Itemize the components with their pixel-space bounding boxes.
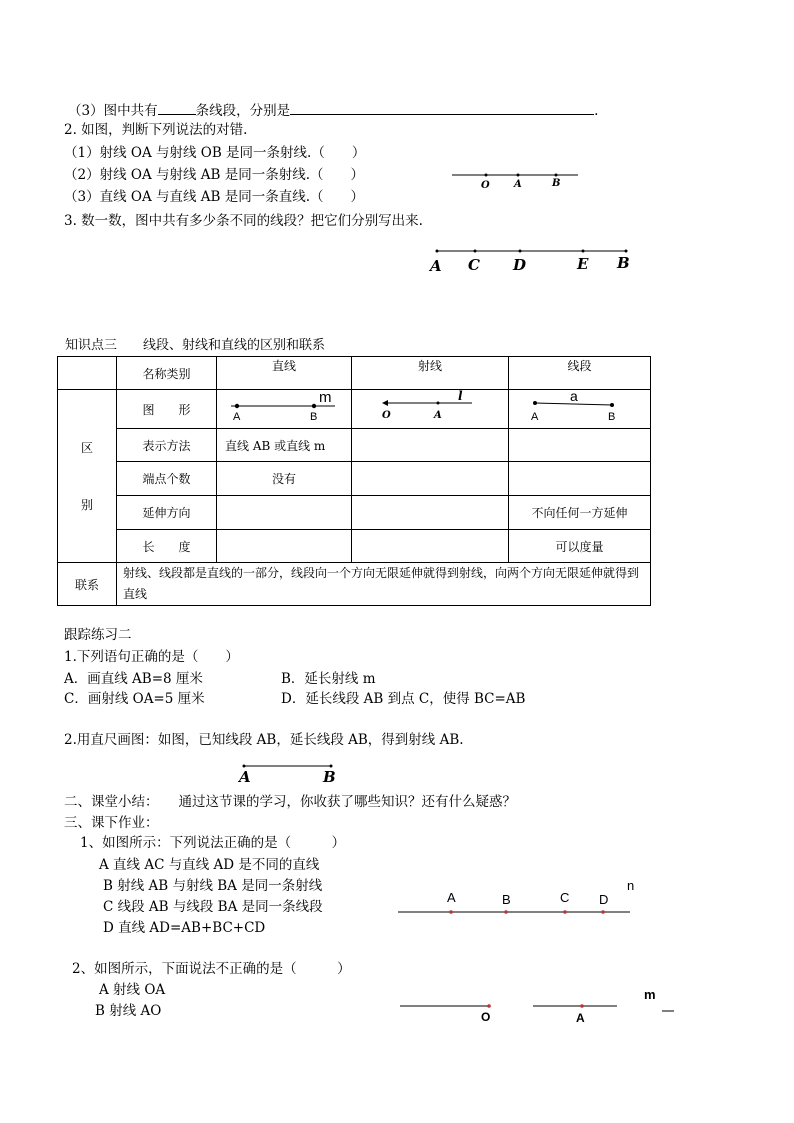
header-segment: 线段 [509,357,651,390]
length-segment: 可以度量 [509,530,651,563]
point-label: C [468,256,480,274]
row-label-length: 长 度 [117,530,217,563]
point-label: B [502,892,511,907]
question-2-item-2: （2）射线 OA 与射线 AB 是同一条射线.（ ） [64,167,365,183]
point-label: A [531,411,539,423]
diff-label: 区 [80,441,93,455]
figure-line-abcd [398,878,634,914]
homework-q1-option-d: D 直线 AD=AB+BC+CD [103,920,266,936]
point-label: A [576,1011,585,1025]
point-label: D [599,892,609,907]
homework-label: 三、课下作业： [64,815,159,831]
question-2-title: 2. 如图，判断下列说法的对错. [64,122,248,138]
practice-title: 跟踪练习二 [64,627,132,643]
diff-label: 别 [80,498,93,512]
relation-text: 射线、线段都是直线的一部分，线段向一个方向无限延伸就得到射线，向两个方向无限延伸就得到直线 [117,563,651,606]
practice-q1-option-d: D．延长线段 AB 到点 C，使得 BC=AB [281,691,526,707]
q3-line: （3）图中共有 条线段，分别是 . [68,100,598,120]
point-label: A [233,411,241,423]
header-line: 直线 [217,357,352,390]
point-label: A [239,768,251,786]
line-label: m [319,389,332,406]
point-label: B [617,254,630,272]
point-label: B [310,411,318,423]
practice-q1-option-b: B．延长射线 m [281,671,376,687]
point-label: A [447,890,456,905]
point-label: B [552,178,561,189]
homework-q2: 2、如图所示，下面说法不正确的是（ ） [72,961,351,977]
homework-q1-option-b: B 射线 AB 与射线 BA 是同一条射线 [103,878,323,894]
point-label: C [560,890,570,905]
figure-rays-oa [400,987,674,1025]
homework-q2-option-a: A 射线 OA [99,982,166,998]
practice-q1-option-a: A．画直线 AB=8 厘米 [64,671,203,687]
line-label: m [644,987,656,1002]
row-label-notation: 表示方法 [117,429,217,462]
relation-label: 联系 [58,563,117,606]
ray-label: l [458,389,463,403]
knowledge-title: 知识点三 线段、射线和直线的区别和联系 [65,338,326,353]
row-label-figure: 图 形 [117,390,217,429]
extension-segment: 不向任何一方延伸 [509,496,651,530]
point-label: A [434,410,442,421]
homework-q1-option-c: C 线段 AB 与线段 BA 是同一条线段 [103,899,323,915]
row-label-extension: 延伸方向 [117,496,217,530]
homework-q1-option-a: A 直线 AC 与直线 AD 是不同的直线 [99,857,320,873]
point-label: B [323,768,336,786]
homework-q1: 1、如图所示：下列说法正确的是（ ） [80,835,346,851]
practice-q1-option-c: C．画射线 OA=5 厘米 [64,691,205,707]
point-label: D [513,256,527,274]
line-label: n [627,878,635,893]
practice-q1: 1.下列语句正确的是（ ） [64,649,239,665]
header-ray: 射线 [352,357,509,390]
point-label: A [430,257,442,275]
summary-text: 通过这节课的学习，你收获了哪些知识？还有什么疑惑？ [178,794,516,810]
question-3-title: 3. 数一数，图中共有多少条不同的线段？把它们分别写出来. [64,213,423,229]
question-2-item-1: （1）射线 OA 与射线 OB 是同一条射线.（ ） [64,145,366,161]
header-name: 名称类别 [117,357,217,390]
point-label: E [577,255,589,273]
point-label: A [514,179,522,190]
homework-q2-option-b: B 射线 AO [95,1003,162,1019]
practice-q2: 2.用直尺画图：如图，已知线段 AB，延长线段 AB，得到射线 AB. [64,732,464,748]
endpoints-line: 没有 [217,462,352,496]
point-label: O [481,1010,491,1024]
point-label: B [608,411,616,423]
notation-line: 直线 AB 或直线 m [217,429,352,462]
summary-label: 二、课堂小结： [64,794,159,810]
row-label-endpoints: 端点个数 [117,462,217,496]
segment-label: a [570,388,578,404]
point-label: O [481,180,490,191]
question-2-item-3: （3）直线 OA 与直线 AB 是同一条直线.（ ） [64,189,365,205]
point-label: O [382,410,391,421]
